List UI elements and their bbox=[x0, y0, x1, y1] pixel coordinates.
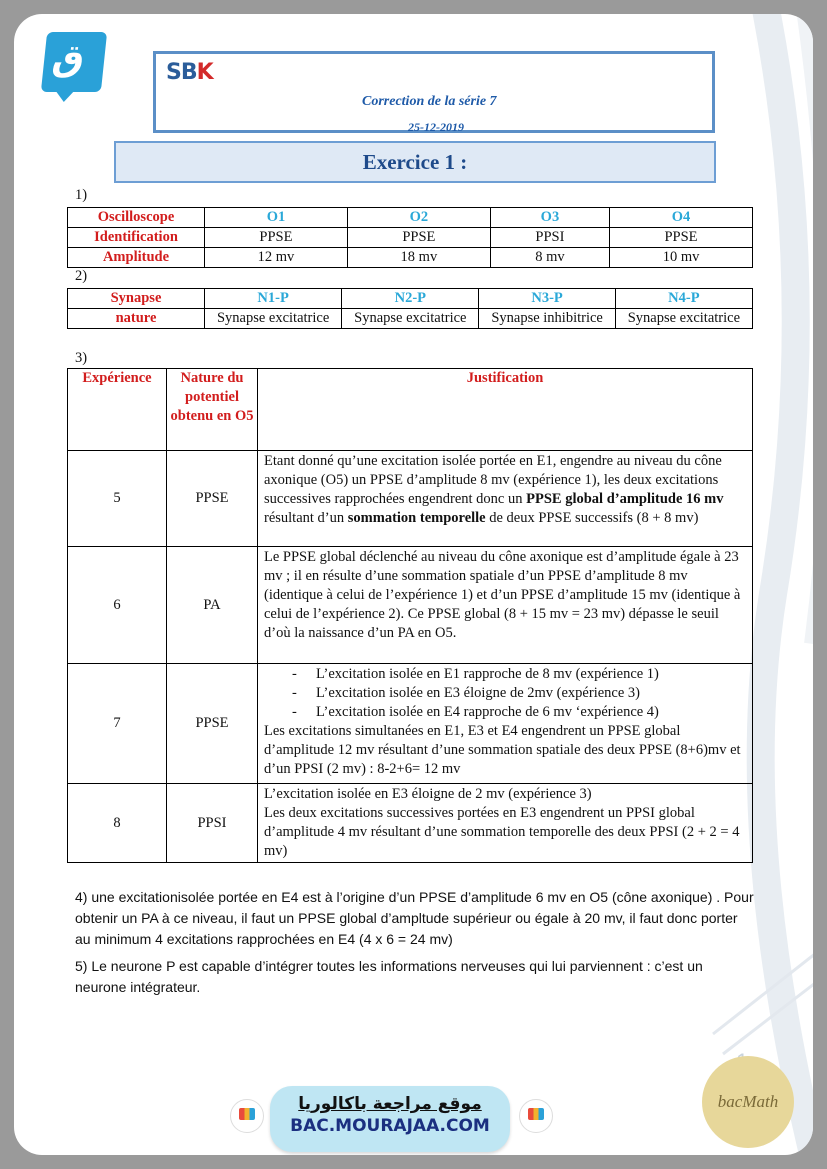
table-header: Synapse bbox=[68, 289, 205, 309]
table-header: N2-P bbox=[342, 289, 479, 309]
justification-text: Etant donné qu’une excitation isolée portée en E1, engendre au niveau du cône axonique (O5) un PPSE d’amplitude 8 mv (expérience 1), les deux excitations successives rapprochées engendrent donc un bbox=[264, 453, 722, 507]
experience-number: 5 bbox=[68, 451, 167, 547]
table-header: Justification bbox=[258, 369, 753, 451]
table-cell: 18 mv bbox=[347, 248, 490, 268]
table-row bbox=[68, 248, 753, 268]
justification bbox=[258, 664, 753, 784]
justification-bold: PPSE global d’amplitude 16 mv bbox=[526, 491, 724, 507]
justification-bold: sommation temporelle bbox=[347, 510, 486, 526]
table-cell: Synapse excitatrice bbox=[615, 309, 752, 329]
footer-arabic: موقع مراجعة باكالوريا bbox=[298, 1094, 482, 1114]
row-label: nature bbox=[68, 309, 205, 329]
answer-5: 5) Le neurone P est capable d’intégrer toutes les informations nerveuses qui lui parviennent : c’est un neurone intégrateur. bbox=[75, 958, 703, 995]
table-row bbox=[68, 309, 753, 329]
table-row bbox=[68, 451, 753, 547]
justification bbox=[258, 451, 753, 547]
justification-text: L’excitation isolée en E3 éloigne de 2 mv (expérience 3) bbox=[264, 786, 592, 802]
potential-type: PPSI bbox=[167, 784, 258, 863]
potential-type: PA bbox=[167, 547, 258, 664]
table-header: Expérience bbox=[68, 369, 167, 451]
table-row bbox=[68, 784, 753, 863]
table-cell: Synapse inhibitrice bbox=[479, 309, 615, 329]
list-item: - L’excitation isolée en E4 rapproche de 6 mv ‘expérience 4) bbox=[316, 703, 746, 722]
table-row bbox=[68, 208, 753, 228]
table-header: N3-P bbox=[479, 289, 615, 309]
table-header: O1 bbox=[205, 208, 348, 228]
experience-number: 8 bbox=[68, 784, 167, 863]
table-cell: Synapse excitatrice bbox=[342, 309, 479, 329]
question-number: 3) bbox=[75, 350, 88, 366]
badge-icon bbox=[230, 1099, 264, 1133]
site-logo-icon: ق bbox=[41, 32, 107, 92]
table-header: N4-P bbox=[615, 289, 752, 309]
justification-text: Les deux excitations successives portées en E3 engendrent un PPSI global d’amplitude 4 mv résultant d’une sommation temporelle des deux PPSI (2 + 2 = 4 mv) bbox=[264, 805, 740, 859]
justification-text: Les excitations simultanées en E1, E3 et E4 engendrent un PPSE global d’amplitude 12 mv résultant d’une sommation spatiale des deux PPSE (8+6)mv et d’un PPSI (2 mv) : 8-2+6= 12 mv bbox=[264, 723, 741, 777]
table-cell: Synapse excitatrice bbox=[205, 309, 342, 329]
answer-4: 4) une excitationisolée portée en E4 est à l’origine d’un PPSE d’amplitude 6 mv en O5 (cône axonique) . Pour obtenir un PA à ce niveau, il faut un PPSE global d’ampltude supérieur ou égale à 20 mv, il faut donc porter au minimum 4 excitations rapprochées en E4 (4 x 6 = 24 mv) bbox=[75, 889, 754, 947]
question-number: 1) bbox=[75, 187, 88, 203]
footer-banner[interactable] bbox=[270, 1086, 510, 1152]
question-number: 2) bbox=[75, 268, 88, 284]
document-title: Correction de la série 7 bbox=[362, 94, 497, 109]
table-header: O4 bbox=[610, 208, 753, 228]
table-header: Oscilloscope bbox=[68, 208, 205, 228]
table-cell: 8 mv bbox=[490, 248, 609, 268]
table-cell: PPSE bbox=[347, 228, 490, 248]
row-label: Amplitude bbox=[68, 248, 205, 268]
experience-number: 6 bbox=[68, 547, 167, 664]
table-row bbox=[68, 289, 753, 309]
table-row bbox=[68, 228, 753, 248]
table-cell: 10 mv bbox=[610, 248, 753, 268]
table-header: N1-P bbox=[205, 289, 342, 309]
justification: Le PPSE global déclenché au niveau du cône axonique est d’amplitude égale à 23 mv ; il en résulte d’une sommation spatiale d’un PPSE d’amplitude 8 mv (identique à celui de l’expérience 1) et d’un PPSE d’amplitude 15 mv (identique à celui de l’expérience 2). Ce PPSE global (8 + 15 mv = 23 mv) dépasse le seuil d’où la naissance d’un PA en O5. bbox=[258, 547, 753, 664]
table-cell: PPSE bbox=[205, 228, 348, 248]
justification bbox=[258, 784, 753, 863]
footer-url[interactable]: BAC.MOURAJAA.COM bbox=[290, 1116, 490, 1136]
table-row bbox=[68, 664, 753, 784]
potential-type: PPSE bbox=[167, 451, 258, 547]
potential-type: PPSE bbox=[167, 664, 258, 784]
row-label: Identification bbox=[68, 228, 205, 248]
table-row bbox=[68, 547, 753, 664]
synapse-table bbox=[67, 288, 753, 329]
justification-list bbox=[264, 665, 746, 722]
table-header: Nature du potentiel obtenu en O5 bbox=[167, 369, 258, 451]
table-cell: 12 mv bbox=[205, 248, 348, 268]
table-header: O2 bbox=[347, 208, 490, 228]
exercise-title: Exercice 1 : bbox=[114, 141, 716, 183]
table-cell: PPSI bbox=[490, 228, 609, 248]
experience-number: 7 bbox=[68, 664, 167, 784]
badge-icon bbox=[519, 1099, 553, 1133]
list-item: - L’excitation isolée en E3 éloigne de 2mv (expérience 3) bbox=[316, 684, 746, 703]
bacmath-logo: bacMath bbox=[702, 1056, 794, 1148]
oscilloscope-table bbox=[67, 207, 753, 268]
sbk-logo: SBK bbox=[166, 60, 213, 85]
header-box bbox=[153, 51, 715, 133]
table-row bbox=[68, 369, 753, 451]
experience-table bbox=[67, 368, 753, 863]
table-header: O3 bbox=[490, 208, 609, 228]
justification-text: résultant d’un bbox=[264, 510, 348, 526]
table-cell: PPSE bbox=[610, 228, 753, 248]
document-date: 25-12-2019 bbox=[408, 120, 464, 134]
list-item: - L’excitation isolée en E1 rapproche de 8 mv (expérience 1) bbox=[316, 665, 746, 684]
document-page bbox=[14, 14, 813, 1155]
justification-text: de deux PPSE successifs (8 + 8 mv) bbox=[485, 510, 699, 526]
